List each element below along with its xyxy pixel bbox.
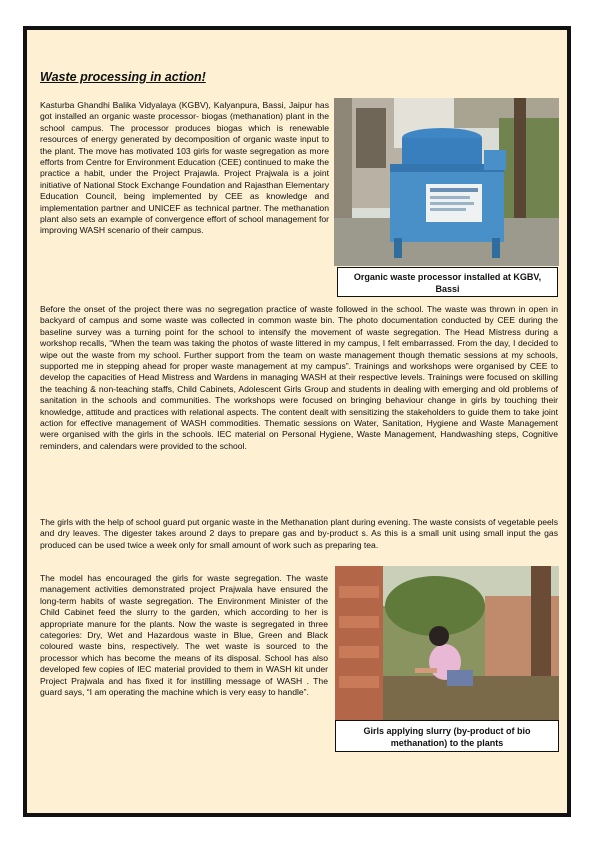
process-paragraph: The girls with the help of school guard put organic waste in the Methanation plant during evening. The waste consists of vegetable peels and dry leaves. The digester takes around 2 days to prepare gas and by-product s. As this is a small unit using small input the gas produced can be used twice a week only for small amount of work such as preparing tea. [40,517,558,550]
page-title: Waste processing in action! [40,70,206,84]
girls-applying-slurry-photo [335,566,559,720]
photo-caption-processor: Organic waste processor installed at KGBV, Bassi [337,267,558,297]
organic-waste-processor-photo [334,98,559,266]
project-background-paragraph: Before the onset of the project there was no segregation practice of waste followed in the school. The waste was thrown in open in backyard of campus and some waste was collected in common waste bin. The photo documentation conducted by CEE during the baseline survey was a turning point for the school to intensify the movement of waste segregation. The Head Mistress during a workshop recalls, “When the team was taking the photos of waste littered in my campus, I felt embarrassed. From the day, I decided to wipe out the waste from my school. Further support from the team on waste management though thematic sessions at my schools, supported me in stepping ahead for proper waste management at my campus”. Trainings and workshops were organised by CEE to develop the capacities of Head Mistress and Wardens in managing WASH at their respective levels. Trainings were focused on skilling the teaching & non-teaching staffs, Child Cabinets, Adolescent Girls Group and students in dealing with emerging and old problems of sanitation in the schools and communities. The workshops were focused on bringing behaviour change in girls by touching their knowledge, attitude and practices with relational aspects. The content dealt with sensitizing the stakeholders to guide them to take joint action for effective management of WASH commodities. Thematic sessions on Water, Sanitation, Hygiene and Waste Management were organised with the girls in the schools. IEC material on Personal Hygiene, Waste Management, Handwashing steps, Cognitive reminders, and calendars were provided to the school. [40,304,558,451]
intro-paragraph: Kasturba Ghandhi Balika Vidyalaya (KGBV), Kalyanpura, Bassi, Jaipur has got installed an organic waste processor- biogas (methanation) plant in the school campus. The processor produces biogas which is renewable resources of energy generated by decomposition of organic waste input to the plant. The move has motivated 103 girls for waste segregation as more efforts from Centre for Environment Education (CEE) continued to make the practice a habit, under the Project Prajawla. Project Prajwala is a joint initiative of National Stock Exchange Foundation and Rajasthan Elementary Education Council, being implemented by CEE as knowledge and implementation partner and UNICEF as technical partner. The methanation plant also sets an example of convergence effort of school management for improving WASH scenario of their campus. [40,100,329,236]
photo-caption-slurry: Girls applying slurry (by-product of bio methanation) to the plants [335,720,559,752]
outcome-paragraph: The model has encouraged the girls for waste segregation. The waste management activities demonstrated project Prajwala have ensured the long-term habits of waste segregation. The Environment Minister of the Child Cabinet feed the slurry to the garden, which according to her is appropriate manure for the plants. Now the waste is segregated in three categories: Dry, Wet and Hazardous waste in Blue, Green and Black coloured waste bins, respectively. The wet waste is sourced to the processor which has become the means of its disposal. School has also developed few copies of IEC material provided to them in WASH kit under Project Prajwala and has fixed it for instilling message of WASH . The guard says, “I am operating the machine which is very easy to handle”. [40,573,328,698]
